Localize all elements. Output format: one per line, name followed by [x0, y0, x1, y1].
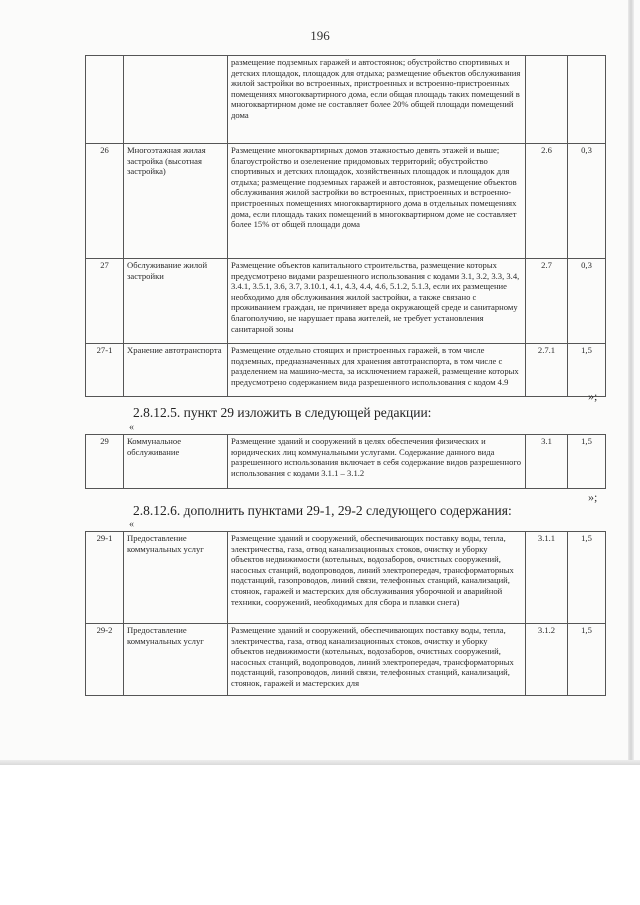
row-name: [124, 56, 228, 144]
row-value: 1,5: [568, 624, 606, 696]
section-heading: 2.8.12.5. пункт 29 изложить в следующей редакции:: [133, 405, 432, 420]
row-value: [568, 56, 606, 144]
row-name: Предоставление коммунальных услуг: [124, 624, 228, 696]
table-row: [86, 344, 606, 397]
table-land-use-2: [85, 434, 606, 489]
section-heading: 2.8.12.6. дополнить пунктами 29-1, 29-2 следующего содержания:: [133, 503, 512, 518]
page-number: 196: [310, 28, 330, 43]
table-land-use-1: [85, 55, 606, 397]
table-row: [86, 259, 606, 344]
row-value: 0,3: [568, 259, 606, 344]
table-land-use-3: [85, 531, 606, 696]
row-name: Хранение автотранспорта: [124, 344, 228, 397]
opening-quote-mark: «: [129, 519, 134, 530]
row-value: 1,5: [568, 532, 606, 624]
row-description: Размещение объектов капитального строительства, размещение которых предусмотрено видами разрешенного использования с кодами 3.1, 3.2, 3.3, 3.4, 3.4.1, 3.5.1, 3.6, 3.7, 3.10.1, 4.1, 4.3, 4.4, 4.6, 5.1.2, 5.1.3, если их размещение необходимо для обслуживания жилой застройки, а также связано с проживанием граждан, не причиняет вреда окружающей среде и санитарному благополучию, не нарушает права жителей, не требует установления санитарной зоны: [228, 259, 526, 344]
row-number: 29-1: [86, 532, 124, 624]
row-number: 27-1: [86, 344, 124, 397]
row-value: 1,5: [568, 344, 606, 397]
row-description: Размещение многоквартирных домов этажностью девять этажей и выше; благоустройство и озеленение придомовых территорий; обустройство спортивных и детских площадок, хозяйственных площадок и площадок для отдыха; размещение подземных гаражей и автостоянок, размещение объектов обслуживания жилой застройки во встроенных, пристроенных и встроенно-пристроенных помещениях многоквартирного дома в отдельных помещениях дома, если площадь таких помещений в многоквартирном доме не составляет более 15% от общей площади дома: [228, 144, 526, 259]
row-description: Размещение отдельно стоящих и пристроенных гаражей, в том числе подземных, предназначенных для хранения автотранспорта, в том числе с разделением на машино-места, за исключением гаражей, размещение которых предусмотрено содержанием вида разрешенного использования с кодом 4.9: [228, 344, 526, 397]
row-description: Размещение зданий и сооружений, обеспечивающих поставку воды, тепла, электричества, газа, отвод канализационных стоков, очистку и уборку объектов недвижимости (котельных, водозаборов, очистных сооружений, насосных станций, водопроводов, линий электропередач, трансформаторных подстанций, газопроводов, линий связи, телефонных станций, канализаций, стоянок, гаражей и мастерских для: [228, 624, 526, 696]
row-name: Обслуживание жилой застройки: [124, 259, 228, 344]
row-number: 29-2: [86, 624, 124, 696]
row-name: Предоставление коммунальных услуг: [124, 532, 228, 624]
row-code: 3.1: [526, 435, 568, 489]
row-number: 26: [86, 144, 124, 259]
table-row: [86, 56, 606, 144]
opening-quote-mark: «: [129, 422, 134, 433]
table-row: [86, 435, 606, 489]
row-value: 0,3: [568, 144, 606, 259]
row-code: 2.7.1: [526, 344, 568, 397]
table-row: [86, 144, 606, 259]
row-number: 27: [86, 259, 124, 344]
row-code: [526, 56, 568, 144]
row-code: 2.7: [526, 259, 568, 344]
row-number: [86, 56, 124, 144]
page-bottom-edge: [0, 760, 640, 765]
row-description: Размещение зданий и сооружений в целях обеспечения физических и юридических лиц коммунальными услугами. Содержание данного вида разрешенного использования включает в себя содержание видов разрешенного использования с кодами 3.1.1 – 3.1.2: [228, 435, 526, 489]
row-code: 2.6: [526, 144, 568, 259]
row-number: 29: [86, 435, 124, 489]
row-description: размещение подземных гаражей и автостоянок; обустройство спортивных и детских площадок, площадок для отдыха; размещение объектов обслуживания жилой застройки во встроенных, пристроенных и встроенно-пристроенных помещениях многоквартирного дома, если общая площадь таких помещений в многоквартирном доме не составляет более 20% общей площади помещений дома: [228, 56, 526, 144]
row-value: 1,5: [568, 435, 606, 489]
page-edge-shadow: [628, 0, 634, 765]
row-code: 3.1.2: [526, 624, 568, 696]
row-name: Коммунальное обслуживание: [124, 435, 228, 489]
row-code: 3.1.1: [526, 532, 568, 624]
closing-quote-mark: »;: [588, 490, 598, 504]
row-description: Размещение зданий и сооружений, обеспечивающих поставку воды, тепла, электричества, газа, отвод канализационных стоков, очистку и уборку объектов недвижимости (котельных, водозаборов, очистных сооружений, насосных станций, водопроводов, линий электропередач, трансформаторных подстанций, газопроводов, линий связи, телефонных станций, канализаций, стоянок, гаражей и мастерских для обслуживания уборочной и аварийной техники, сооружений, необходимых для сбора и плавки снега): [228, 532, 526, 624]
row-name: Многоэтажная жилая застройка (высотная застройка): [124, 144, 228, 259]
closing-quote-mark: »;: [588, 389, 598, 403]
table-row: [86, 532, 606, 624]
table-row: [86, 624, 606, 696]
